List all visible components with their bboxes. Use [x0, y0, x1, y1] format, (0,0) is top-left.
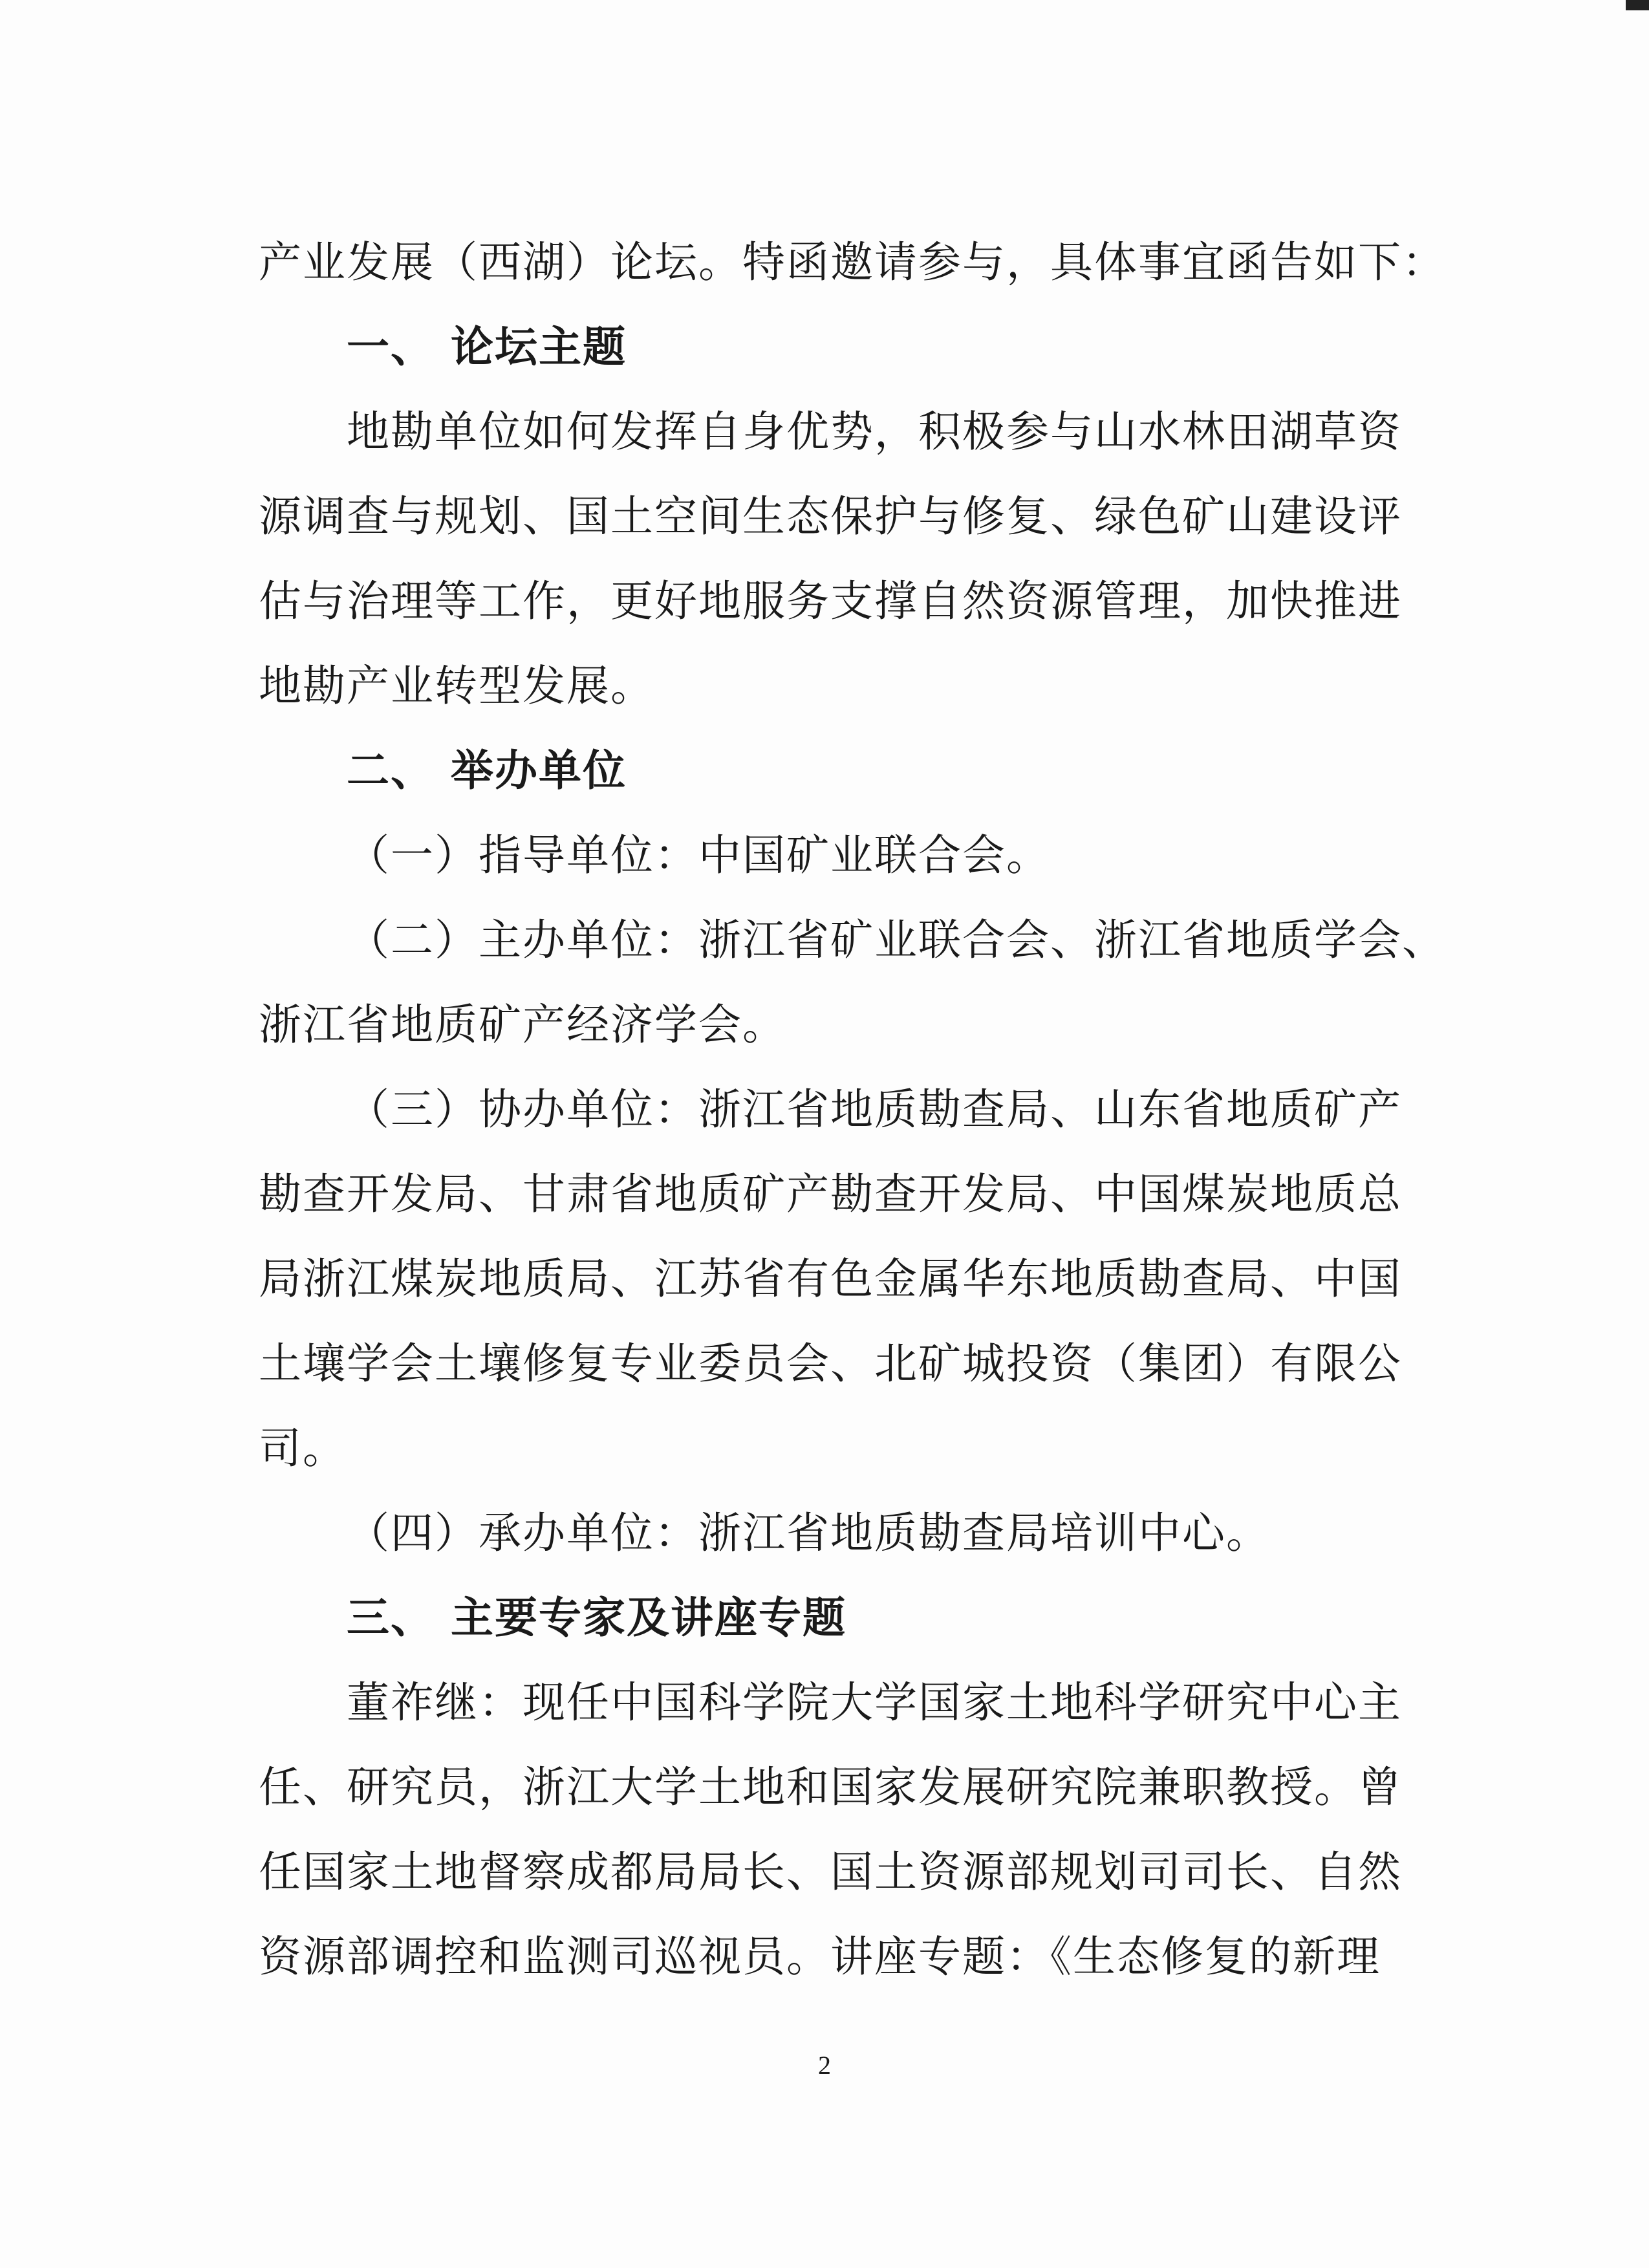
paragraph-line: 估与治理等工作，更好地服务支撑自然资源管理，加快推进	[259, 576, 1402, 626]
paragraph-line: 产业发展（西湖）论坛。特函邀请参与，具体事宜函告如下：	[259, 237, 1446, 287]
scan-edge-mark	[1626, 0, 1649, 10]
paragraph-line: 司。	[259, 1423, 347, 1473]
page-number: 2	[818, 2051, 831, 2080]
paragraph-line: 任、研究员，浙江大学土地和国家发展研究院兼职教授。曾	[259, 1762, 1402, 1812]
paragraph-line: 资源部调控和监测司巡视员。讲座专题：《生态修复的新理	[259, 1932, 1381, 1982]
paragraph-line: 土壤学会土壤修复专业委员会、北矿城投资（集团）有限公	[259, 1339, 1402, 1388]
paragraph-line: （二）主办单位：浙江省矿业联合会、浙江省地质学会、	[347, 915, 1446, 965]
document-body	[259, 220, 1446, 1999]
paragraph-line: 浙江省地质矿产经济学会。	[259, 1000, 786, 1050]
paragraph-line: 勘查开发局、甘肃省地质矿产勘查开发局、中国煤炭地质总	[259, 1169, 1402, 1219]
paragraph-line: 地勘产业转型发展。	[259, 661, 654, 711]
paragraph-line: （一）指导单位：中国矿业联合会。	[347, 830, 1050, 880]
paragraph-line: 地勘单位如何发挥自身优势，积极参与山水林田湖草资	[347, 407, 1402, 457]
paragraph-line: （三）协办单位：浙江省地质勘查局、山东省地质矿产	[347, 1085, 1402, 1134]
section-heading-forum-theme: 一、 论坛主题	[347, 322, 627, 372]
section-heading-organizers: 二、 举办单位	[347, 746, 627, 795]
paragraph-line: 董祚继：现任中国科学院大学国家土地科学研究中心主	[347, 1678, 1402, 1727]
paragraph-line: 任国家土地督察成都局局长、国土资源部规划司司长、自然	[259, 1847, 1402, 1897]
paragraph-line: 源调查与规划、国土空间生态保护与修复、绿色矿山建设评	[259, 491, 1402, 541]
paragraph-line: （四）承办单位：浙江省地质勘查局培训中心。	[347, 1508, 1270, 1558]
section-heading-experts: 三、 主要专家及讲座专题	[347, 1593, 846, 1643]
paragraph-line: 局浙江煤炭地质局、江苏省有色金属华东地质勘查局、中国	[259, 1254, 1402, 1304]
